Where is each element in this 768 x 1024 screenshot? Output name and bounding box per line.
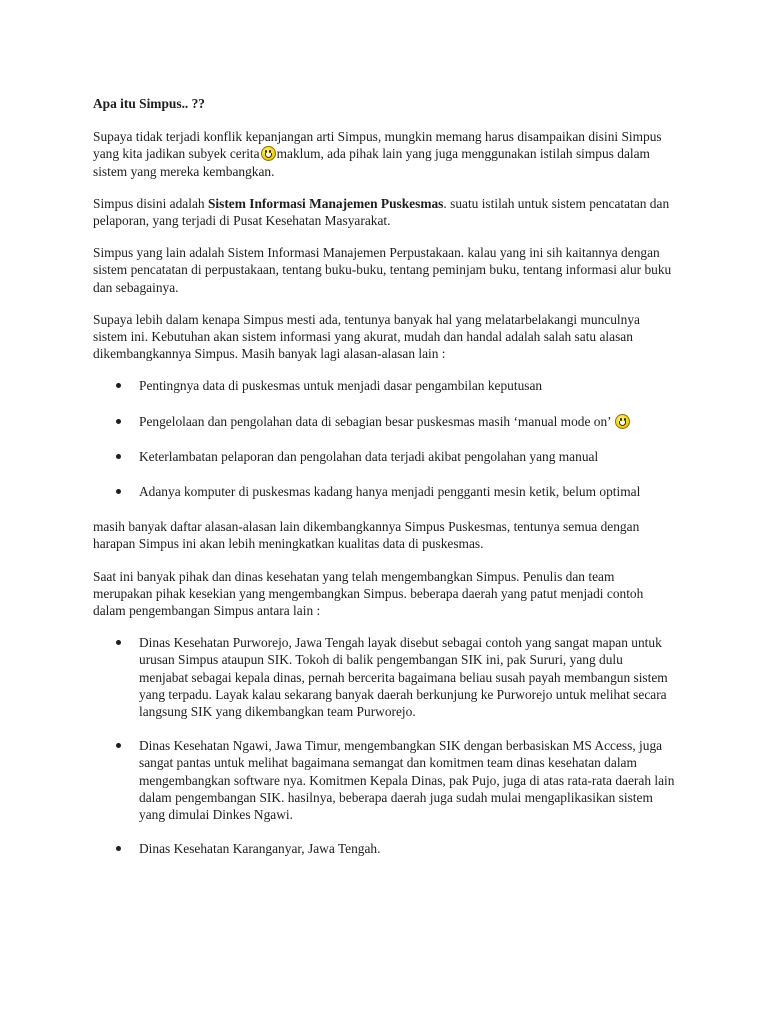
smiley-icon [261,146,276,161]
list-item-text: Dinas Kesehatan Purworejo, Jawa Tengah layak disebut sebagai contoh yang sangat mapan untuk urusan Simpus ataupun SIK. Tokoh di balik pengembangan SIK ini, pak Sururi, yang dulu menjabat sebagai kepala dinas, pernah bercerita bagaimana beliau susah payah membangun sistem yang terpadu. Layak kalau sekarang banyak daerah berkunjung ke Purworejo untuk melihat secara langsung SIK yang dikembangkan team Purworejo. [139,635,668,720]
definition-pre: Simpus disini adalah [93,195,205,211]
intro-text-2: maklum, ada pihak lain yang juga menggunakan istilah simpus dalam sistem yang mereka kembangkan. [93,146,650,179]
intro-text-1: Supaya tidak terjadi konflik kepanjangan arti Simpus, mungkin memang harus disampaikan disini Simpus yang kita jadikan subyek cerita [93,129,662,162]
list-item-text: Pentingnya data di puskesmas untuk menjadi dasar pengambilan keputusan [139,378,543,394]
intro-paragraph [93,128,675,180]
list-item [93,448,675,465]
examples-intro-paragraph: Saat ini banyak pihak dan dinas kesehatan yang telah mengembangkan Simpus. Penulis dan team merupakan pihak kesekian yang mengembangkan Simpus. beberapa daerah yang patut menjadi contoh dalam pengembangan Simpus antara lain : [93,568,644,619]
list-item [93,413,675,430]
list-item [93,483,675,500]
definition-post: . suatu istilah untuk sistem pencatatan dan pelaporan, yang terjadi di Pusat Kesehatan Masyarakat. [93,195,670,229]
list-item-text: Keterlambatan pelaporan dan pengolahan data terjadi akibat pengolahan yang manual [139,448,599,464]
more-reasons-paragraph: masih banyak daftar alasan-alasan lain dikembangkannya Simpus Puskesmas, tentunya semua dengan harapan Simpus ini akan lebih meningkatkan kualitas data di puskesmas. [93,519,640,552]
definition-term: Sistem Informasi Manajemen Puskesmas [207,195,444,211]
list-item-text: Pengelolaan dan pengolahan data di sebagian besar puskesmas masih ‘manual mode on’ [139,413,611,429]
list-item-text: Dinas Kesehatan Ngawi, Jawa Timur, mengembangkan SIK dengan berbasiskan MS Access, juga sangat pantas untuk melihat bagaimana semangat dan komitmen team dinas kesehatan dalam mengembangkan software nya. Komitmen Kepala Dinas, pak Pujo, juga di atas rata-rata daerah lain dalam pengembangan SIK. hasilnya, beberapa daerah juga sudah mulai mengaplikasikan sistem yang dimulai Dinkes Ngawi. [139,738,675,823]
document-page [93,95,675,875]
list-item [93,840,675,857]
list-item-text: Adanya komputer di puskesmas kadang hanya menjadi pengganti mesin ketik, belum optimal [139,484,641,500]
definition-paragraph [93,195,675,229]
list-item [93,634,675,720]
document-heading: Apa itu Simpus.. ?? [93,96,205,111]
examples-list [93,634,675,857]
list-item [93,377,675,394]
smiley-icon [615,414,630,429]
other-simpus-paragraph: Simpus yang lain adalah Sistem Informasi Manajemen Perpustakaan. kalau yang ini sih kaitannya dengan sistem pencatatan di perpustakaan, tentang buku-buku, tentang peminjam buku, tentang informasi alur buku dan sebagainya. [93,245,672,295]
reasons-intro-paragraph: Supaya lebih dalam kenapa Simpus mesti ada, tentunya banyak hal yang melatarbelakangi munculnya sistem ini. Kebutuhan akan sistem informasi yang akurat, mudah dan handal adalah salah satu alasan dikembangkannya Simpus. Masih banyak lagi alasan-alasan lain : [93,311,640,362]
reasons-list [93,377,675,500]
list-item-text: Dinas Kesehatan Karanganyar, Jawa Tengah. [139,841,381,857]
list-item [93,737,675,823]
